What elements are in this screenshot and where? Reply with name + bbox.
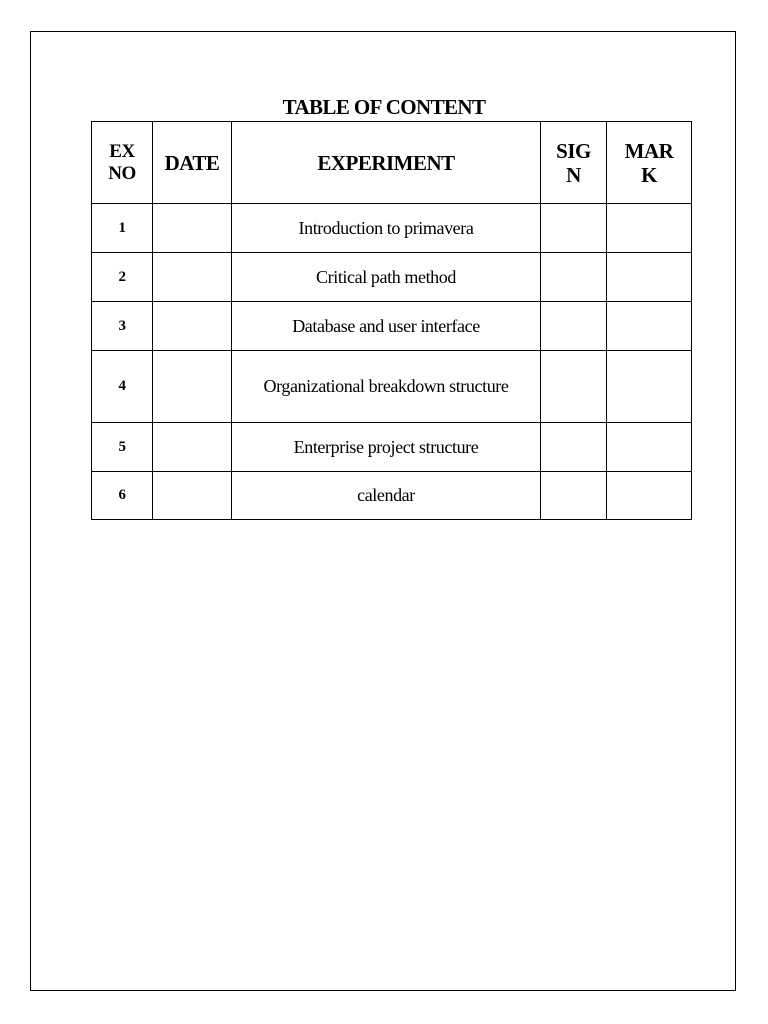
- header-ex-no-line1: EX: [109, 140, 135, 162]
- table-row: [92, 253, 692, 302]
- header-sign-line1: SIG: [556, 138, 591, 163]
- cell-ex-no: 3: [92, 302, 153, 351]
- cell-date: [153, 351, 232, 423]
- page-title: TABLE OF CONTENT: [282, 95, 486, 119]
- table-row: [92, 423, 692, 472]
- header-ex-no: [92, 122, 153, 204]
- cell-date: [153, 423, 232, 472]
- cell-experiment: Organizational breakdown structure: [232, 351, 541, 423]
- table-header-row: [92, 122, 692, 204]
- table-row: [92, 204, 692, 253]
- cell-sign: [541, 423, 607, 472]
- cell-mark: [607, 253, 692, 302]
- table-of-content: [91, 121, 692, 520]
- cell-mark: [607, 351, 692, 423]
- cell-date: [153, 204, 232, 253]
- cell-experiment: Critical path method: [232, 253, 541, 302]
- header-experiment: EXPERIMENT: [232, 122, 541, 204]
- cell-experiment: Database and user interface: [232, 302, 541, 351]
- header-date: DATE: [153, 122, 232, 204]
- cell-ex-no: 1: [92, 204, 153, 253]
- header-ex-no-line2: NO: [108, 162, 136, 184]
- cell-mark: [607, 472, 692, 520]
- cell-ex-no: 5: [92, 423, 153, 472]
- cell-sign: [541, 204, 607, 253]
- cell-sign: [541, 472, 607, 520]
- cell-date: [153, 302, 232, 351]
- cell-date: [153, 472, 232, 520]
- cell-experiment: Enterprise project structure: [232, 423, 541, 472]
- table-row: [92, 302, 692, 351]
- cell-ex-no: 6: [92, 472, 153, 520]
- header-mark: [607, 122, 692, 204]
- cell-experiment: Introduction to primavera: [232, 204, 541, 253]
- table-row: [92, 351, 692, 423]
- cell-sign: [541, 302, 607, 351]
- header-sign: [541, 122, 607, 204]
- table-row: [92, 472, 692, 520]
- cell-experiment: calendar: [232, 472, 541, 520]
- header-mark-line1: MAR: [624, 138, 674, 163]
- header-mark-line2: K: [641, 162, 657, 187]
- cell-ex-no: 4: [92, 351, 153, 423]
- cell-sign: [541, 253, 607, 302]
- cell-ex-no: 2: [92, 253, 153, 302]
- cell-sign: [541, 351, 607, 423]
- cell-date: [153, 253, 232, 302]
- cell-mark: [607, 302, 692, 351]
- header-sign-line2: N: [566, 162, 581, 187]
- cell-mark: [607, 423, 692, 472]
- cell-mark: [607, 204, 692, 253]
